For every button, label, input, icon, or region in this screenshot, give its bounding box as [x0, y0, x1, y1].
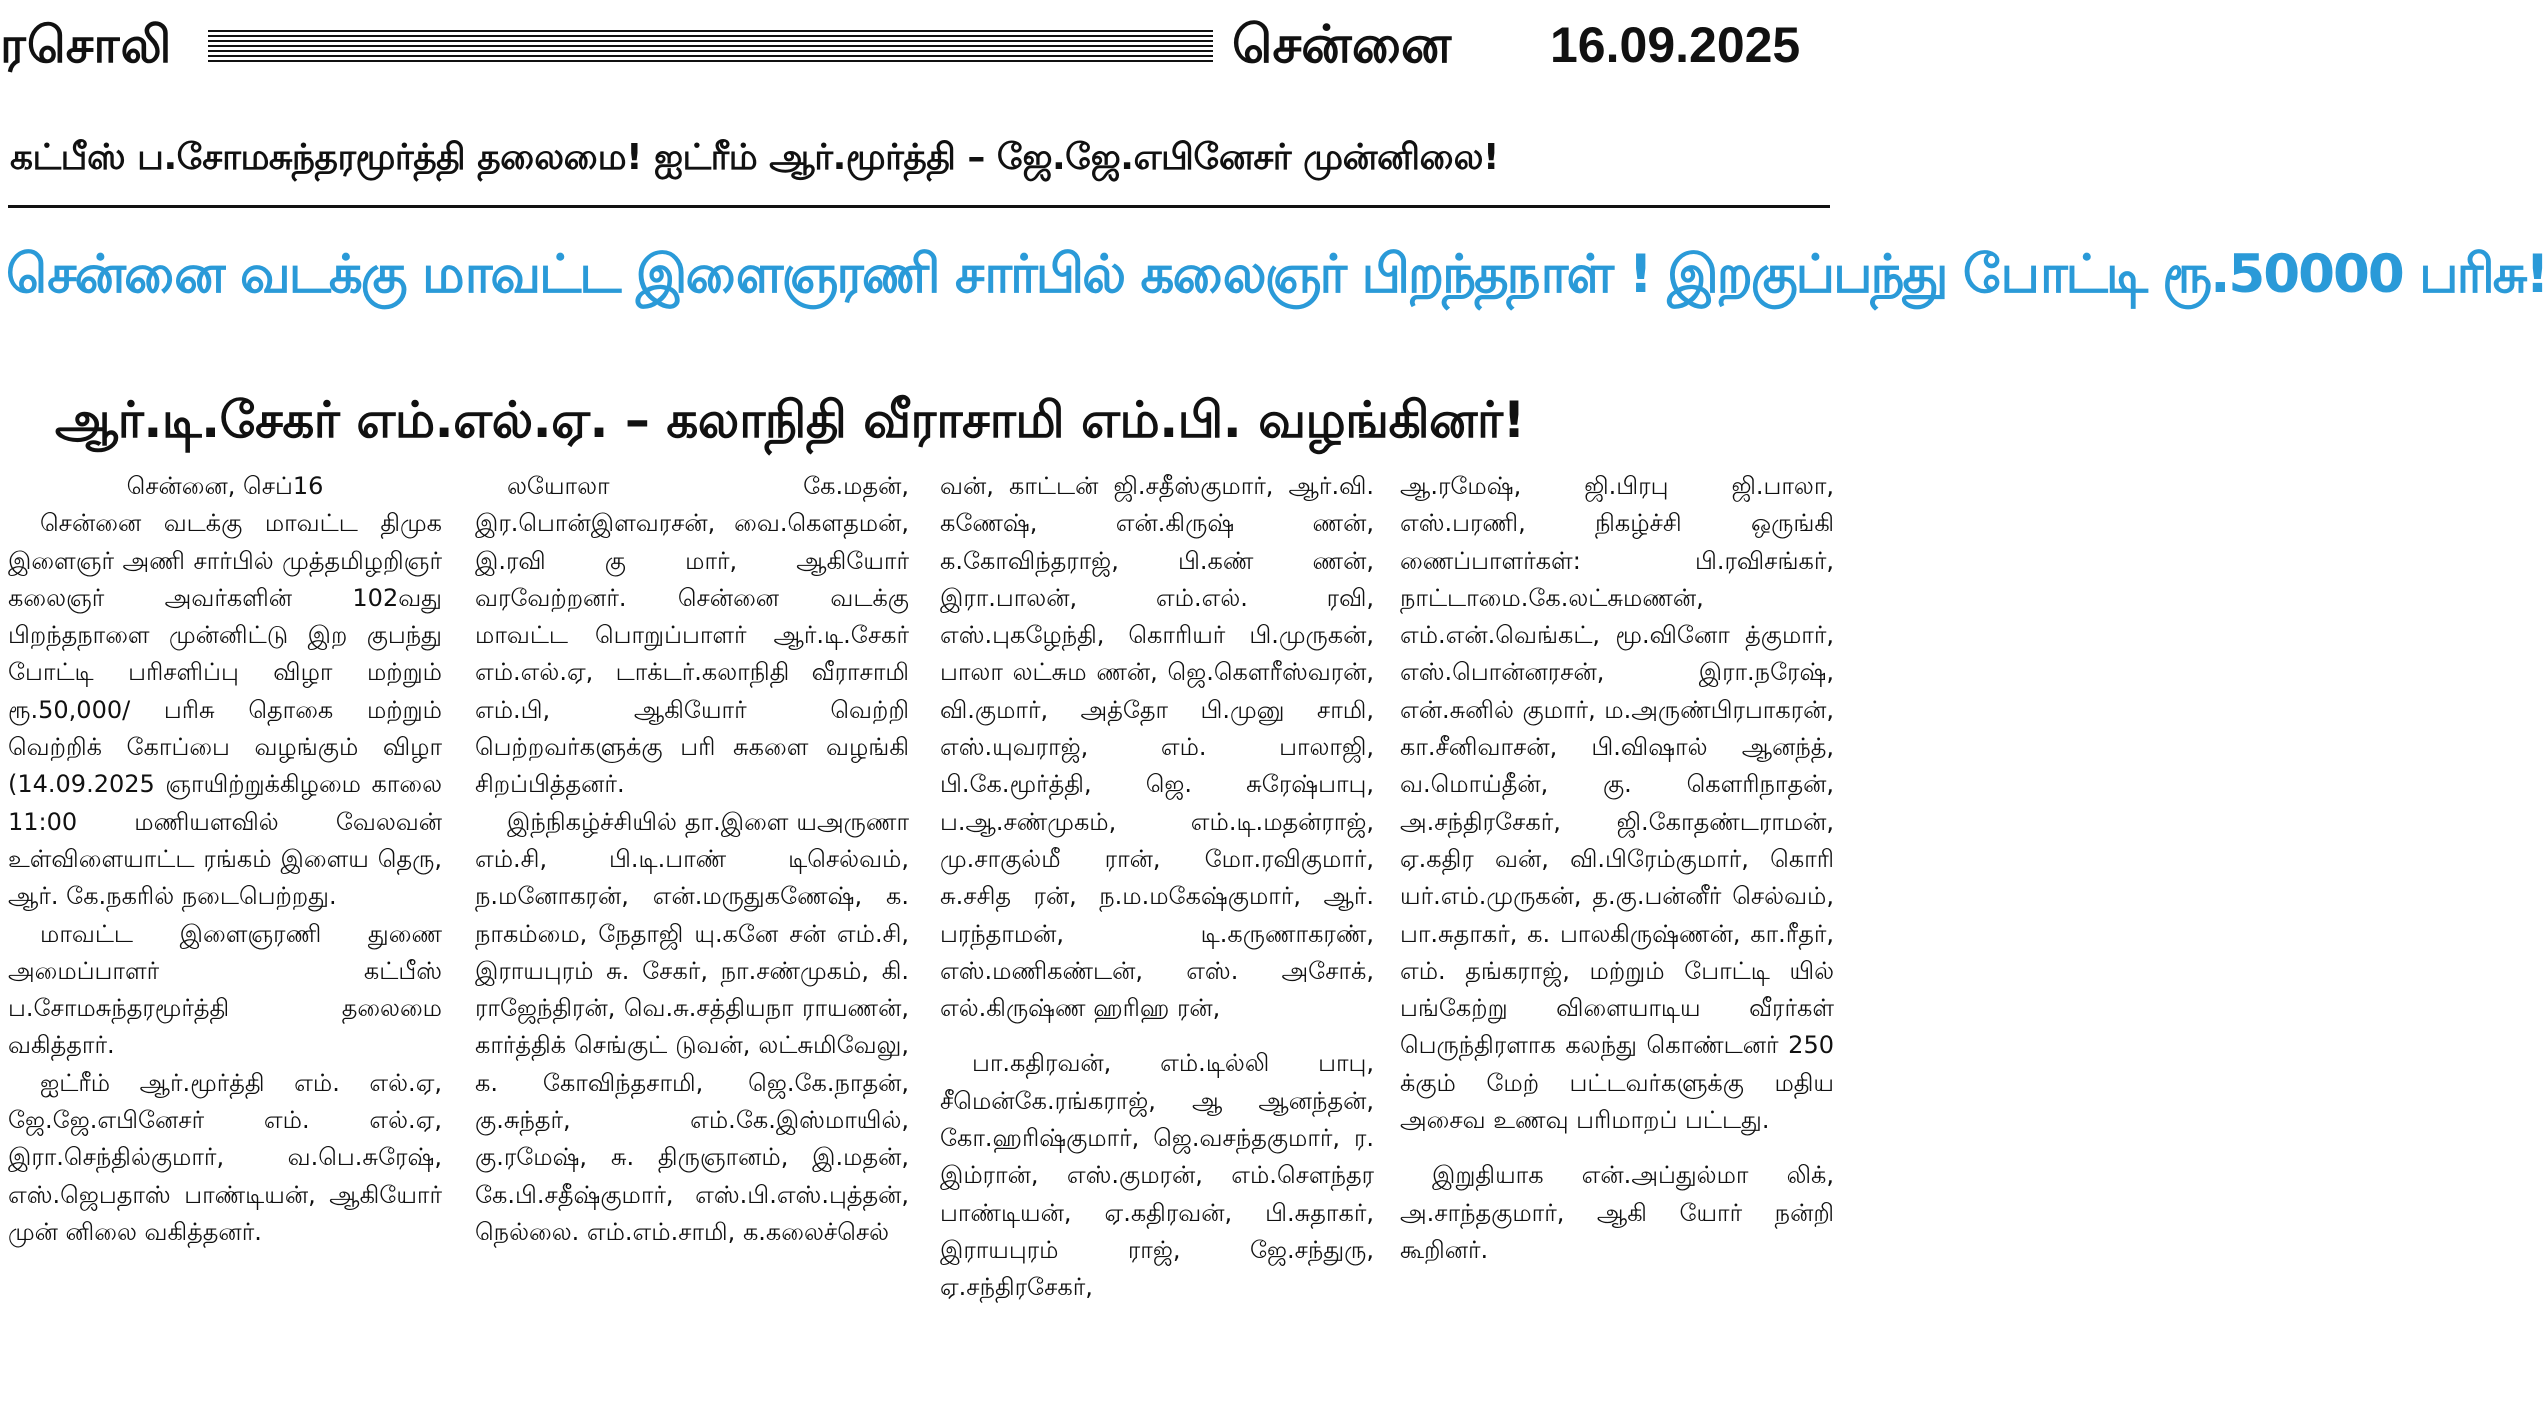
- paper-name: ரசொலி: [0, 16, 173, 74]
- article-paragraph: லயோலா கே.மதன், இர.பொன்இளவரசன், வை.கௌதமன், இ.ரவி கு மார், ஆகியோர் வரவேற்றனர். சென்னை வடக்கு மாவட்ட பொறுப்பாளர் ஆர்.டி.சேகர் எம்.எல்.ஏ, டாக்டர்.கலாநிதி வீராசாமி எம்.பி, ஆகியோர் வெற்றி பெற்றவர்களுக்கு பரி சுகளை வழங்கி சிறப்பித்தனர்.: [475, 472, 909, 799]
- article-body: [8, 468, 1834, 1403]
- masthead-rule: [208, 30, 1213, 62]
- article-paragraph: வன், காட்டன் ஜி.சதீஸ்குமார், ஆர்.வி. கணேஷ், என்.கிருஷ் ணன், க.கோவிந்தராஜ், பி.கண் ணன், இரா.பாலன், எம்.எல். ரவி, எஸ்.புகழேந்தி, கொரியர் பி.முருகன், பாலா லட்சும ணன், ஜெ.கௌரீஸ்வரன், வி.குமார், அத்தோ பி.முனு சாமி, எஸ்.யுவராஜ், எம். பாலாஜி, பி.கே.மூர்த்தி, ஜெ. சுரேஷ்பாபு, ப.ஆ.சண்முகம், எம்.டி.மதன்ராஜ், மு.சாகுல்மீ ரான், மோ.ரவிகுமார், சு.சசித ரன், ந.ம.மகேஷ்குமார், ஆர். பரந்தாமன், டி.கருணாகரண், எஸ்.மணிகண்டன், எஸ். அசோக், எல்.கிருஷ்ண ஹரிஹ ரன்,: [940, 472, 1374, 1023]
- article-paragraph: ஐட்ரீம் ஆர்.மூர்த்தி எம். எல்.ஏ, ஜே.ஜே.எபினேசர் எம். எல்.ஏ, இரா.செந்தில்குமார், வ.பெ.சுரேஷ், எஸ்.ஜெபதாஸ் பாண்டியன், ஆகியோர் முன் னிலை வகித்தனர்.: [8, 1068, 442, 1246]
- article-column-3: [940, 468, 1374, 1403]
- article-paragraph: இறுதியாக என்.அப்துல்மா லிக், அ.சாந்தகுமார், ஆகி யோர் நன்றி கூறினர்.: [1400, 1161, 1834, 1264]
- article-paragraph: ஆ.ரமேஷ், ஜி.பிரபு ஜி.பாலா, எஸ்.பரணி, நிகழ்ச்சி ஒருங்கி ணைப்பாளர்கள்: பி.ரவிசங்கர், நாட்டாமை.கே.லட்சுமணன், எம்.என்.வெங்கட், மூ.வினோ த்குமார், எஸ்.பொன்னரசன், இரா.நரேஷ், என்.சுனில் குமார், ம.அருண்பிரபாகரன், கா.சீனிவாசன், பி.விஷால் ஆனந்த், வ.மொய்தீன், கு. கௌரிநாதன், அ.சந்திரசேகர், ஜி.கோதண்டராமன், ஏ.கதிர வன், வி.பிரேம்குமார், கொரி யர்.எம்.முருகன், த.கு.பன்னீர் செல்வம், பா.சுதாகர், க. பாலகிருஷ்ணன், கா.ரீதர், எம். தங்கராஜ், மற்றும் போட்டி யில் பங்கேற்று விளையாடிய வீரர்கள் பெருந்திரளாக கலந்து கொண்டனர் 250 க்கும் மேற் பட்டவர்களுக்கு மதிய அசைவ உணவு பரிமாறப் பட்டது.: [1400, 472, 1834, 1135]
- kicker-divider: [8, 205, 1830, 208]
- article-subhead: ஆர்.டி.சேகர் எம்.எல்.ஏ. – கலாநிதி வீராசாமி எம்.பி. வழங்கினர்!: [55, 391, 1525, 449]
- article-dateline: சென்னை, செப்16: [126, 472, 324, 500]
- issue-date: 16.09.2025: [1550, 17, 1801, 73]
- article-headline: சென்னை வடக்கு மாவட்ட இளைஞரணி சார்பில் கலைஞர் பிறந்தநாள் ! இறகுப்பந்து போட்டி ரூ.50000 பரிசு!: [6, 244, 2548, 305]
- article-paragraph: இந்நிகழ்ச்சியில் தா.இளை யஅருணா எம்.சி, பி.டி.பாண் டிசெல்வம், ந.மனோகரன், என்.மருதுகணேஷ், க. நாகம்மை, நேதாஜி யு.கனே சன் எம்.சி, இராயபுரம் சு. சேகர், நா.சண்முகம், கி. ராஜேந்திரன், வெ.சு.சத்தியநா ராயணன், கார்த்திக் செங்குட் டுவன், லட்சுமிவேலு, க. கோவிந்தசாமி, ஜெ.கே.நாதன், கு.சுந்தர், எம்.கே.இஸ்மாயில், கு.ரமேஷ், சு. திருஞானம், இ.மதன், கே.பி.சதீஷ்குமார், எஸ்.பி.எஸ்.புத்தன், நெல்லை. எம்.எம்.சாமி, க.கலைச்செல்: [475, 807, 909, 1246]
- article-column-1: [8, 468, 442, 1403]
- masthead: [0, 0, 1838, 100]
- article-column-4: [1400, 468, 1834, 1403]
- dateline-city: சென்னை: [1232, 15, 1452, 75]
- article-paragraph: மாவட்ட இளைஞரணி துணை அமைப்பாளர் கட்பீஸ் ப.சோமசுந்தரமூர்த்தி தலைமை வகித்தார்.: [8, 919, 442, 1060]
- article-paragraph: சென்னை வடக்கு மாவட்ட திமுக இளைஞர் அணி சார்பில் முத்தமிழறிஞர் கலைஞர் அவர்களின் 102வது பிறந்தநாளை முன்னிட்டு இற குபந்து போட்டி பரிசளிப்பு விழா மற்றும் ரூ.50,000/ பரிசு தொகை மற்றும் வெற்றிக் கோப்பை வழங்கும் விழா (14.09.2025 ஞாயிற்றுக்கிழமை காலை 11:00 மணியளவில் வேலவன் உள்விளையாட்ட ரங்கம் இளைய தெரு, ஆர். கே.நகரில் நடைபெற்றது.: [8, 509, 442, 911]
- article-kicker: கட்பீஸ் ப.சோமசுந்தரமூர்த்தி தலைமை! ஐட்ரீம் ஆர்.மூர்த்தி – ஜே.ஜே.எபினேசர் முன்னிலை!: [10, 137, 1499, 178]
- article-column-2: [475, 468, 909, 1403]
- article-paragraph: பா.கதிரவன், எம்.டில்லி பாபு, சீமென்கே.ரங்கராஜ், ஆ ஆனந்தன், கோ.ஹரிஷ்குமார், ஜெ.வசந்தகுமார், ர. இம்ரான், எஸ்.குமரன், எம்.சௌந்தர பாண்டியன், ஏ.கதிரவன், பி.சுதாகர், இராயபுரம் ராஜ், ஜே.சந்துரு, ஏ.சந்திரசேகர்,: [940, 1049, 1374, 1302]
